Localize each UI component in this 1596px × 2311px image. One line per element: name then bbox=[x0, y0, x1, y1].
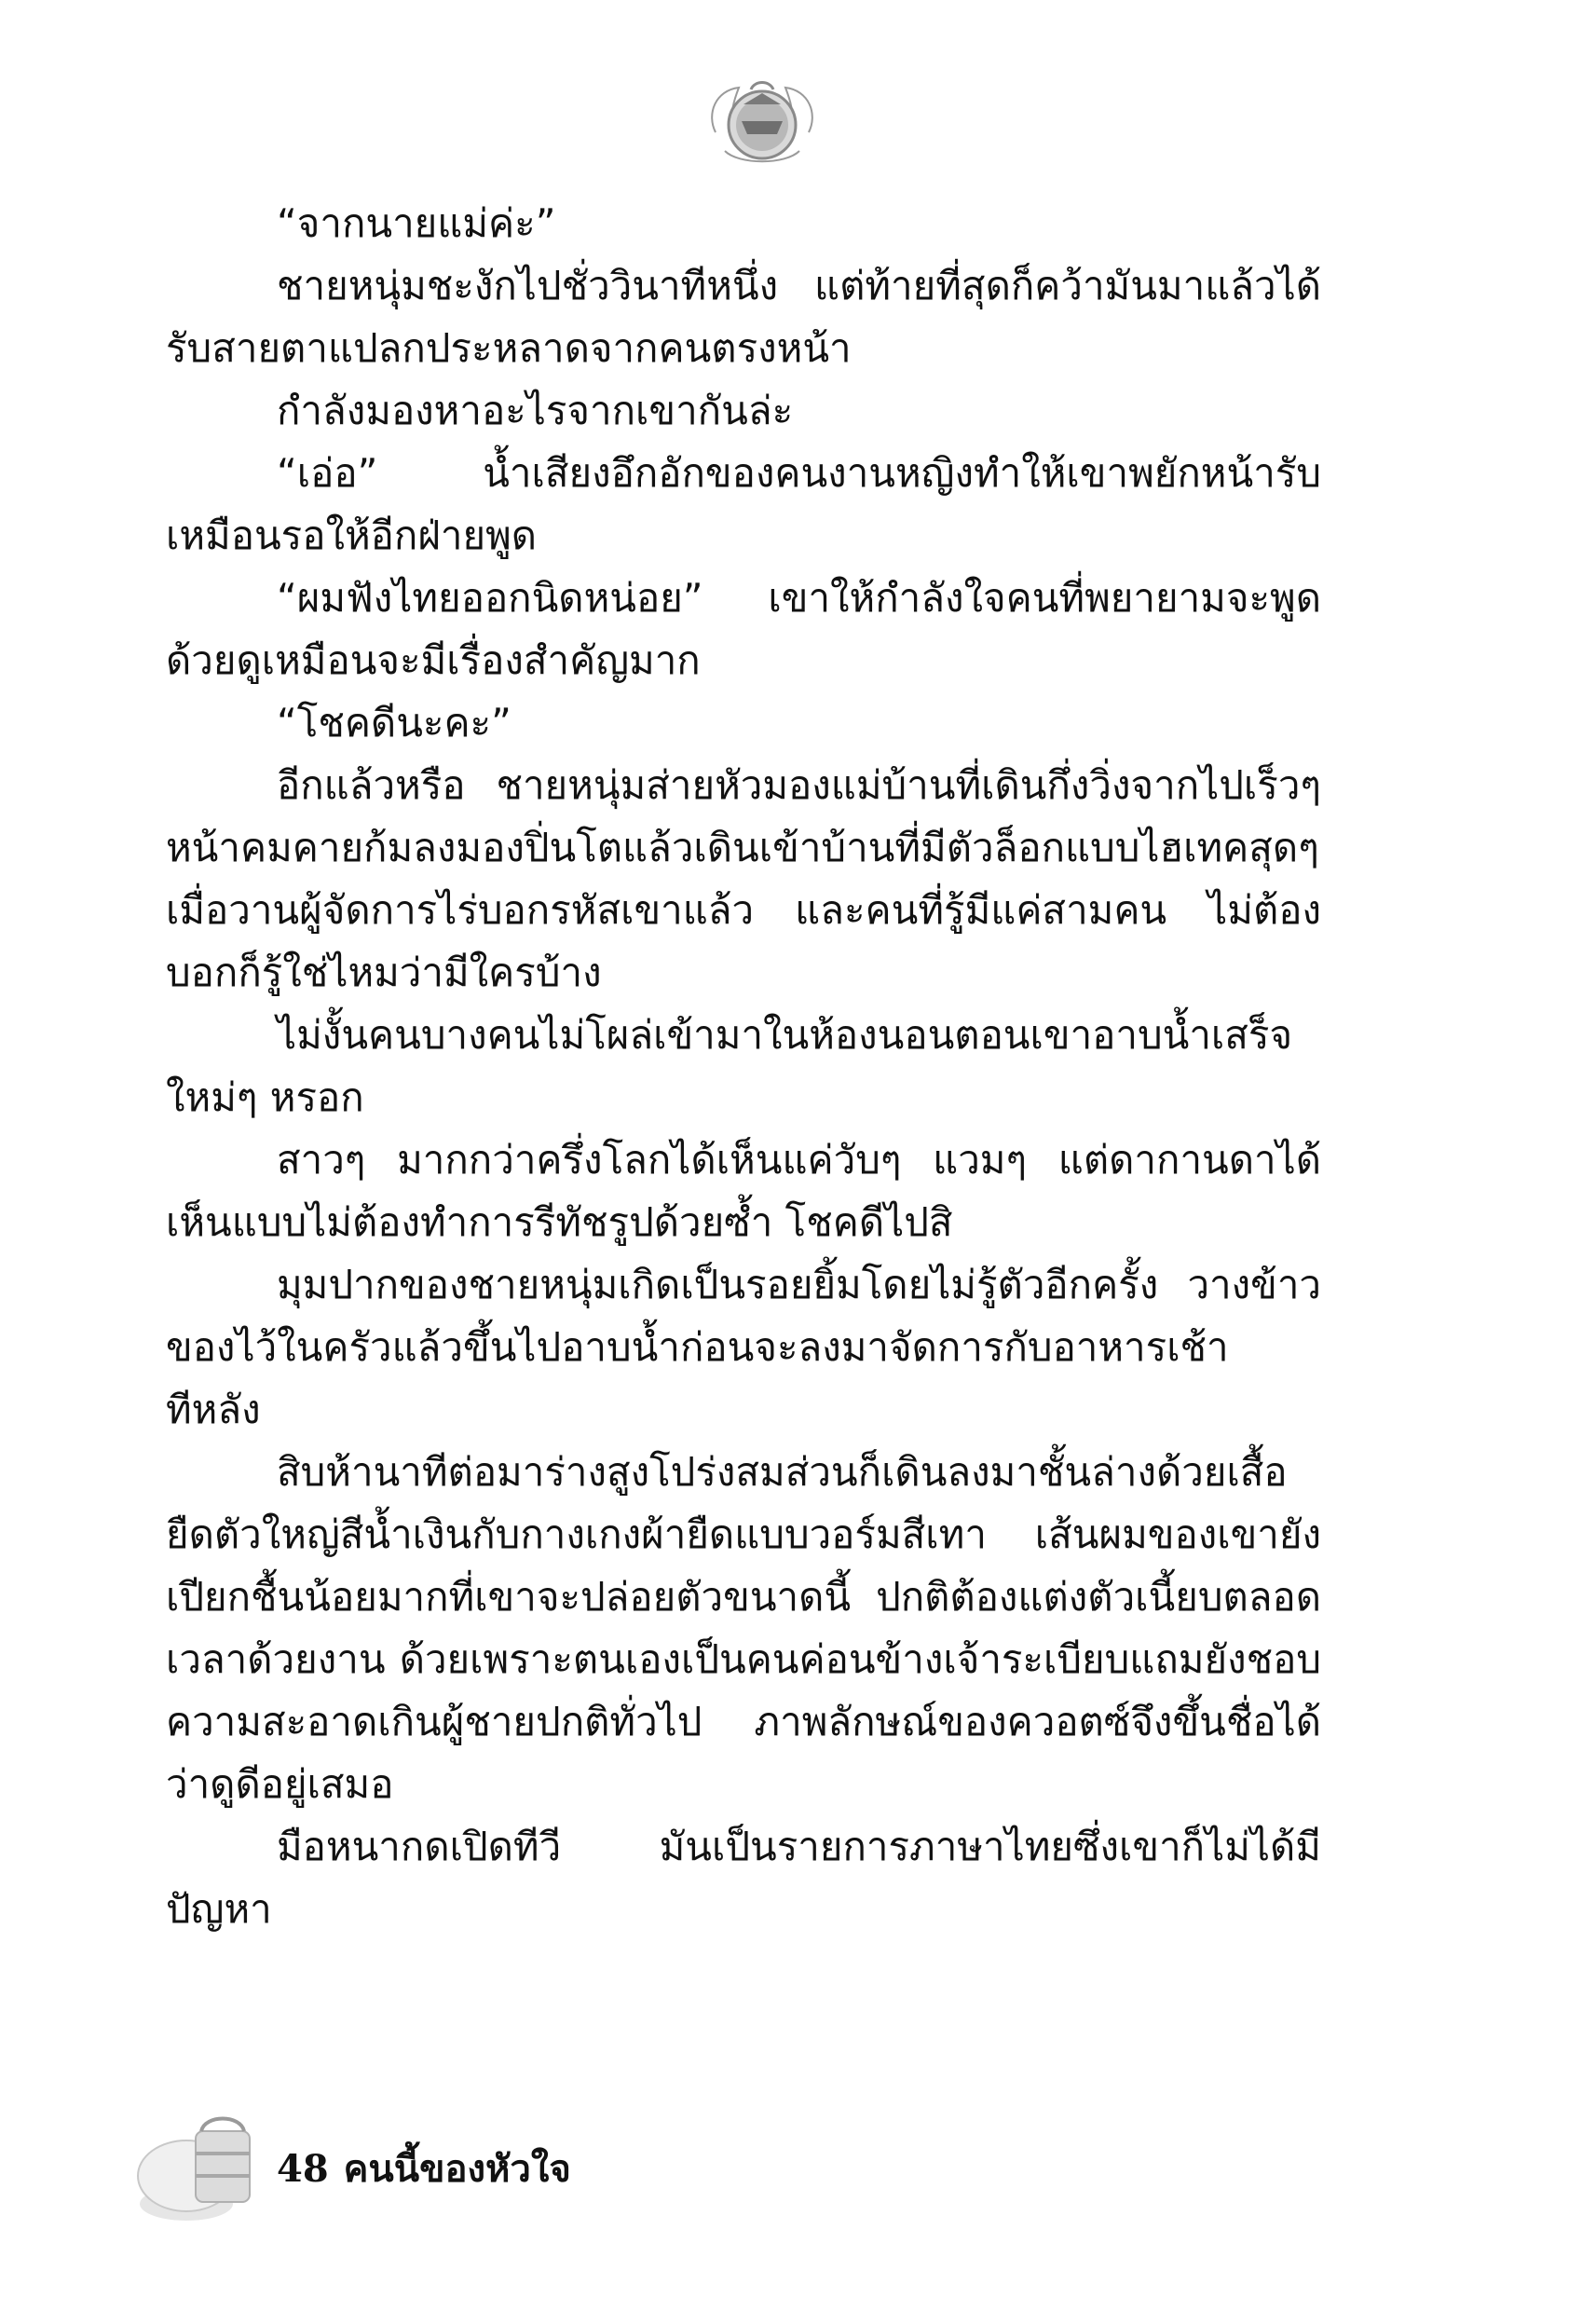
page-footer bbox=[277, 2139, 571, 2198]
paragraph-3: กำลังมองหาอะไรจากเขากันล่ะ bbox=[277, 388, 794, 433]
paragraph-5: “ผมฟังไทยออกนิดหน่อย” เขาให้กำลังใจคนที่พยายามจะพูดด้วยดูเหมือนจะมีเรื่องสำคัญมาก bbox=[166, 575, 1321, 683]
body-text bbox=[166, 192, 1321, 1940]
book-title: คนนี้ของหัวใจ bbox=[343, 2148, 571, 2191]
page-number: 48 bbox=[277, 2147, 329, 2191]
paragraph-2: ชายหนุ่มชะงักไปชั่ววินาทีหนึ่ง แต่ท้ายที่สุดก็คว้ามันมาแล้วได้รับสายตาแปลกประหลาดจากคนตรงหน้า bbox=[166, 263, 1321, 371]
paragraph-7: อีกแล้วหรือ ชายหนุ่มส่ายหัวมองแม่บ้านที่เดินกึ่งวิ่งจากไปเร็วๆ หน้าคมคายก้มลงมองปิ่นโตแล้วเดินเข้าบ้านที่มีตัวล็อกแบบไฮเทคสุดๆ เมื่อวานผู้จัดการไร่บอกรหัสเขาแล้ว และคนที่รู้มีแค่สามคน ไม่ต้องบอกก็รู้ใช่ไหมว่ามีใครบ้าง bbox=[166, 762, 1321, 995]
paragraph-9: สาวๆ มากกว่าครึ่งโลกได้เห็นแค่วับๆ แวมๆ แต่ดากานดาได้เห็นแบบไม่ต้องทำการรีทัชรูปด้วยซ้ำ โชคดีไปสิ bbox=[166, 1137, 1321, 1245]
publisher-logo-icon bbox=[697, 67, 827, 179]
paragraph-1: “จากนายแม่ค่ะ” bbox=[277, 200, 556, 246]
paragraph-11: สิบห้านาทีต่อมาร่างสูงโปร่งสมส่วนก็เดินลงมาชั้นล่างด้วยเสื้อยืดตัวใหญ่สีน้ำเงินกับกางเกงผ้ายืดแบบวอร์มสีเทา เส้นผมของเขายังเปียกชื้นน้อยมากที่เขาจะปล่อยตัวขนาดนี้ ปกติต้องแต่งตัวเนี้ยบตลอดเวลาด้วยงาน ด้วยเพราะตนเองเป็นคนค่อนข้างเจ้าระเบียบแถมยังชอบความสะอาดเกินผู้ชายปกติทั่วไป ภาพลักษณ์ของควอตซ์จึงขึ้นชื่อได้ว่าดูดีอยู่เสมอ bbox=[166, 1449, 1321, 1807]
paragraph-8: ไม่งั้นคนบางคนไม่โผล่เข้ามาในห้องนอนตอนเขาอาบน้ำเสร็จใหม่ๆ หรอก bbox=[166, 1012, 1293, 1120]
paragraph-12: มือหนากดเปิดทีวี มันเป็นรายการภาษาไทยซึ่งเขาก็ไม่ได้มีปัญหา bbox=[166, 1824, 1321, 1932]
paragraph-10: มุมปากของชายหนุ่มเกิดเป็นรอยยิ้มโดยไม่รู้ตัวอีกครั้ง วางข้าวของไว้ในครัวแล้วขึ้นไปอาบน้ำก่อนจะลงมาจัดการกับอาหารเช้าทีหลัง bbox=[166, 1262, 1321, 1432]
paragraph-4: “เอ่อ” น้ำเสียงอึกอักของคนงานหญิงทำให้เขาพยักหน้ารับเหมือนรอให้อีกฝ่ายพูด bbox=[166, 450, 1321, 558]
paragraph-6: “โชคดีนะคะ” bbox=[277, 700, 512, 745]
tiffin-carrier-icon bbox=[130, 2111, 270, 2232]
